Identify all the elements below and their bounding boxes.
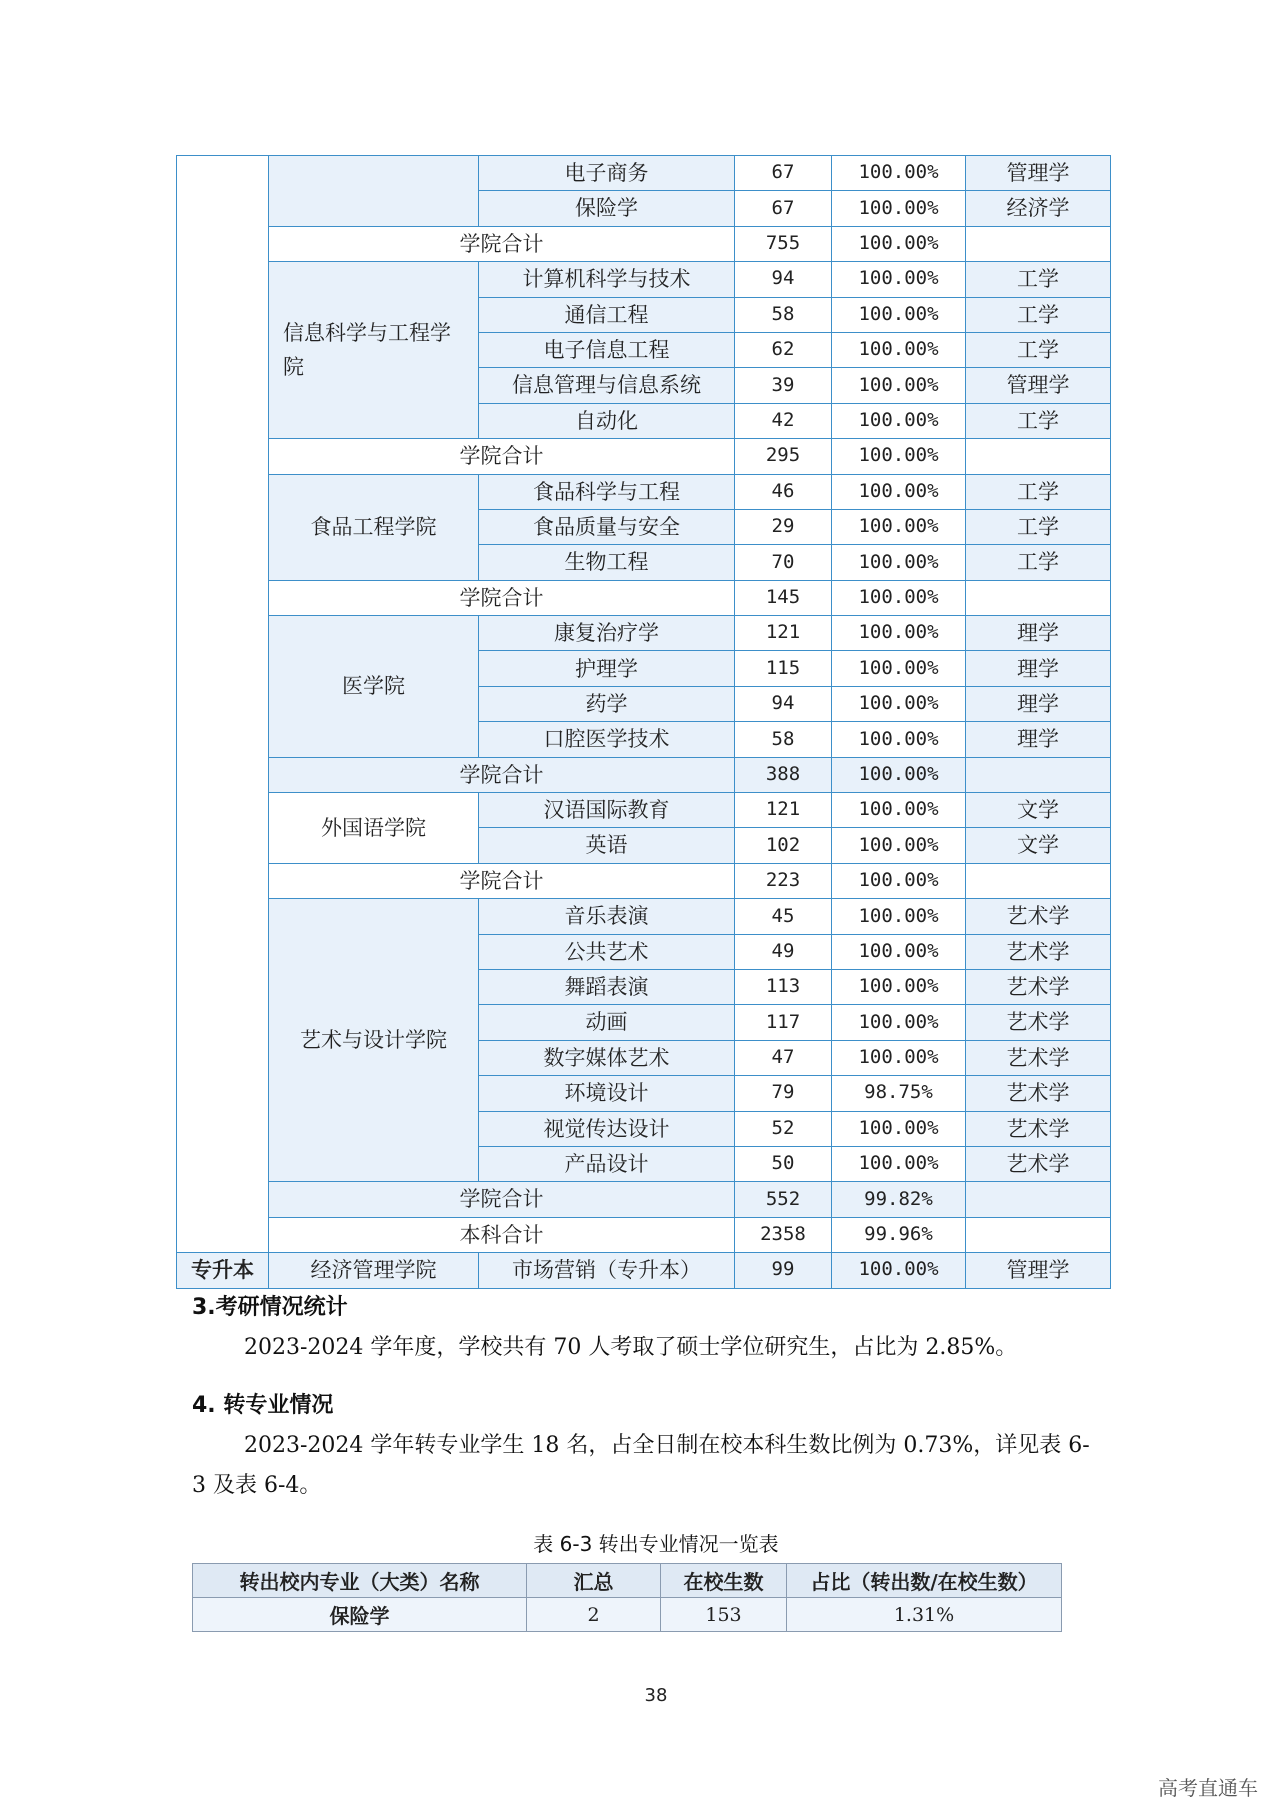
major-cell: 通信工程 (479, 297, 735, 332)
category-cell: 工学 (966, 262, 1111, 297)
major-cell: 产品设计 (479, 1146, 735, 1181)
category-cell: 艺术学 (966, 934, 1111, 969)
rate-cell: 100.00% (832, 1253, 966, 1288)
college-cell: 信息科学与工程学院 (269, 262, 479, 439)
major-cell: 动画 (479, 1005, 735, 1040)
rate-cell: 100.00% (832, 439, 966, 474)
count-cell: 29 (735, 509, 832, 544)
table-row (177, 262, 1111, 297)
college-cell: 外国语学院 (269, 793, 479, 864)
rate-cell: 100.00% (832, 828, 966, 863)
undergrad-total-label: 本科合计 (269, 1217, 735, 1252)
table-row (177, 1182, 1111, 1217)
rate-cell: 100.00% (832, 616, 966, 651)
major-cell: 食品质量与安全 (479, 509, 735, 544)
table-row (177, 793, 1111, 828)
category-cell: 工学 (966, 403, 1111, 438)
category-cell: 文学 (966, 793, 1111, 828)
level-cell: 专升本 (177, 1253, 269, 1288)
table-row (177, 580, 1111, 615)
rate-cell: 100.00% (832, 899, 966, 934)
rate-cell: 100.00% (832, 156, 966, 191)
category-cell: 理学 (966, 722, 1111, 757)
major-cell: 音乐表演 (479, 899, 735, 934)
rate-cell: 100.00% (832, 1111, 966, 1146)
category-cell (966, 439, 1111, 474)
count-cell: 145 (735, 580, 832, 615)
count-cell: 295 (735, 439, 832, 474)
count-cell: 49 (735, 934, 832, 969)
paragraph-transfer: 2023-2024 学年转专业学生 18 名，占全日制在校本科生数比例为 0.73%，详见表 6-3 及表 6-4。 (192, 1433, 1090, 1498)
count-cell: 121 (735, 616, 832, 651)
column-header: 在校生数 (661, 1564, 787, 1598)
count-cell: 121 (735, 793, 832, 828)
count-cell: 42 (735, 403, 832, 438)
count-cell: 70 (735, 545, 832, 580)
college-total-label: 学院合计 (269, 226, 735, 261)
watermark: 高考直通车 (1158, 1776, 1258, 1800)
category-cell (966, 580, 1111, 615)
major-cell: 生物工程 (479, 545, 735, 580)
count-cell: 67 (735, 156, 832, 191)
category-cell: 理学 (966, 616, 1111, 651)
count-cell: 115 (735, 651, 832, 686)
count-cell: 58 (735, 722, 832, 757)
rate-cell: 100.00% (832, 403, 966, 438)
rate-cell: 98.75% (832, 1076, 966, 1111)
category-cell: 文学 (966, 828, 1111, 863)
category-cell: 工学 (966, 509, 1111, 544)
count-cell: 50 (735, 1146, 832, 1181)
category-cell (966, 757, 1111, 792)
rate-cell: 100.00% (832, 757, 966, 792)
college-total-label: 学院合计 (269, 580, 735, 615)
rate-cell: 100.00% (832, 686, 966, 721)
major-cell: 汉语国际教育 (479, 793, 735, 828)
major-cell: 视觉传达设计 (479, 1111, 735, 1146)
rate-cell: 100.00% (832, 1040, 966, 1075)
ratio-cell: 1.31% (787, 1598, 1062, 1632)
major-cell: 信息管理与信息系统 (479, 368, 735, 403)
major-cell: 环境设计 (479, 1076, 735, 1111)
category-cell: 工学 (966, 332, 1111, 367)
major-cell: 护理学 (479, 651, 735, 686)
count-cell: 94 (735, 686, 832, 721)
table-row (193, 1598, 1062, 1632)
column-header: 占比（转出数/在校生数） (787, 1564, 1062, 1598)
table-row (177, 1253, 1111, 1288)
table-caption: 表 6-3 转出专业情况一览表 (533, 1532, 779, 1556)
count-cell: 2 (527, 1598, 661, 1632)
section-heading-postgrad: 3.考研情况统计 (192, 1295, 348, 1320)
major-cell: 保险学 (193, 1598, 527, 1632)
rate-cell: 100.00% (832, 1146, 966, 1181)
major-cell: 口腔医学技术 (479, 722, 735, 757)
major-cell: 自动化 (479, 403, 735, 438)
major-cell: 电子商务 (479, 156, 735, 191)
rate-cell: 100.00% (832, 863, 966, 898)
rate-cell: 100.00% (832, 651, 966, 686)
major-cell: 电子信息工程 (479, 332, 735, 367)
count-cell: 62 (735, 332, 832, 367)
major-cell: 英语 (479, 828, 735, 863)
category-cell: 艺术学 (966, 1040, 1111, 1075)
rate-cell: 100.00% (832, 580, 966, 615)
college-cell: 食品工程学院 (269, 474, 479, 580)
rate-cell: 100.00% (832, 262, 966, 297)
category-cell: 理学 (966, 651, 1111, 686)
rate-cell: 100.00% (832, 368, 966, 403)
rate-cell: 100.00% (832, 1005, 966, 1040)
enrolled-cell: 153 (661, 1598, 787, 1632)
count-cell: 552 (735, 1182, 832, 1217)
college-cell: 医学院 (269, 616, 479, 758)
count-cell: 755 (735, 226, 832, 261)
rate-cell: 100.00% (832, 297, 966, 332)
college-total-label: 学院合计 (269, 439, 735, 474)
college-total-label: 学院合计 (269, 1182, 735, 1217)
count-cell: 67 (735, 191, 832, 226)
column-header: 汇总 (527, 1564, 661, 1598)
category-cell: 艺术学 (966, 969, 1111, 1004)
rate-cell: 99.82% (832, 1182, 966, 1217)
rate-cell: 100.00% (832, 969, 966, 1004)
rate-cell: 99.96% (832, 1217, 966, 1252)
count-cell: 388 (735, 757, 832, 792)
category-cell: 艺术学 (966, 1146, 1111, 1181)
count-cell: 79 (735, 1076, 832, 1111)
rate-cell: 100.00% (832, 509, 966, 544)
count-cell: 99 (735, 1253, 832, 1288)
table-row (177, 1217, 1111, 1252)
major-cell: 保险学 (479, 191, 735, 226)
table-row (177, 616, 1111, 651)
category-cell: 理学 (966, 686, 1111, 721)
category-cell: 艺术学 (966, 1005, 1111, 1040)
count-cell: 94 (735, 262, 832, 297)
section-heading-transfer: 4. 转专业情况 (192, 1393, 334, 1418)
transfer-out-table (192, 1563, 1062, 1632)
table-row (177, 474, 1111, 509)
category-cell: 艺术学 (966, 1076, 1111, 1111)
category-cell (966, 863, 1111, 898)
column-header: 转出校内专业（大类）名称 (193, 1564, 527, 1598)
major-cell: 舞蹈表演 (479, 969, 735, 1004)
level-cell-undergrad (177, 156, 269, 1253)
count-cell: 58 (735, 297, 832, 332)
major-cell: 药学 (479, 686, 735, 721)
table-row (177, 863, 1111, 898)
category-cell (966, 1217, 1111, 1252)
category-cell (966, 226, 1111, 261)
page-number: 38 (644, 1685, 668, 1706)
college-cell (269, 156, 479, 227)
table-row (177, 156, 1111, 191)
table-header-row (193, 1564, 1062, 1598)
college-total-label: 学院合计 (269, 863, 735, 898)
paragraph-postgrad: 2023-2024 学年度，学校共有 70 人考取了硕士学位研究生，占比为 2.85%。 (244, 1335, 1018, 1360)
rate-cell: 100.00% (832, 332, 966, 367)
major-cell: 数字媒体艺术 (479, 1040, 735, 1075)
rate-cell: 100.00% (832, 545, 966, 580)
table-row (177, 899, 1111, 934)
count-cell: 223 (735, 863, 832, 898)
count-cell: 39 (735, 368, 832, 403)
count-cell: 47 (735, 1040, 832, 1075)
graduation-rate-table (176, 155, 1111, 1289)
table-row (177, 226, 1111, 261)
major-cell: 公共艺术 (479, 934, 735, 969)
category-cell: 工学 (966, 545, 1111, 580)
rate-cell: 100.00% (832, 191, 966, 226)
count-cell: 52 (735, 1111, 832, 1146)
rate-cell: 100.00% (832, 934, 966, 969)
major-cell: 市场营销（专升本） (479, 1253, 735, 1288)
category-cell: 管理学 (966, 368, 1111, 403)
table-row (177, 439, 1111, 474)
count-cell: 117 (735, 1005, 832, 1040)
major-cell: 计算机科学与技术 (479, 262, 735, 297)
category-cell (966, 1182, 1111, 1217)
category-cell: 艺术学 (966, 899, 1111, 934)
category-cell: 工学 (966, 474, 1111, 509)
college-cell: 经济管理学院 (269, 1253, 479, 1288)
rate-cell: 100.00% (832, 793, 966, 828)
count-cell: 113 (735, 969, 832, 1004)
category-cell: 经济学 (966, 191, 1111, 226)
count-cell: 45 (735, 899, 832, 934)
category-cell: 管理学 (966, 156, 1111, 191)
category-cell: 管理学 (966, 1253, 1111, 1288)
major-cell: 食品科学与工程 (479, 474, 735, 509)
count-cell: 102 (735, 828, 832, 863)
category-cell: 工学 (966, 297, 1111, 332)
rate-cell: 100.00% (832, 722, 966, 757)
table-row (177, 757, 1111, 792)
rate-cell: 100.00% (832, 474, 966, 509)
count-cell: 46 (735, 474, 832, 509)
category-cell: 艺术学 (966, 1111, 1111, 1146)
major-cell: 康复治疗学 (479, 616, 735, 651)
count-cell: 2358 (735, 1217, 832, 1252)
rate-cell: 100.00% (832, 226, 966, 261)
college-cell: 艺术与设计学院 (269, 899, 479, 1182)
college-total-label: 学院合计 (269, 757, 735, 792)
